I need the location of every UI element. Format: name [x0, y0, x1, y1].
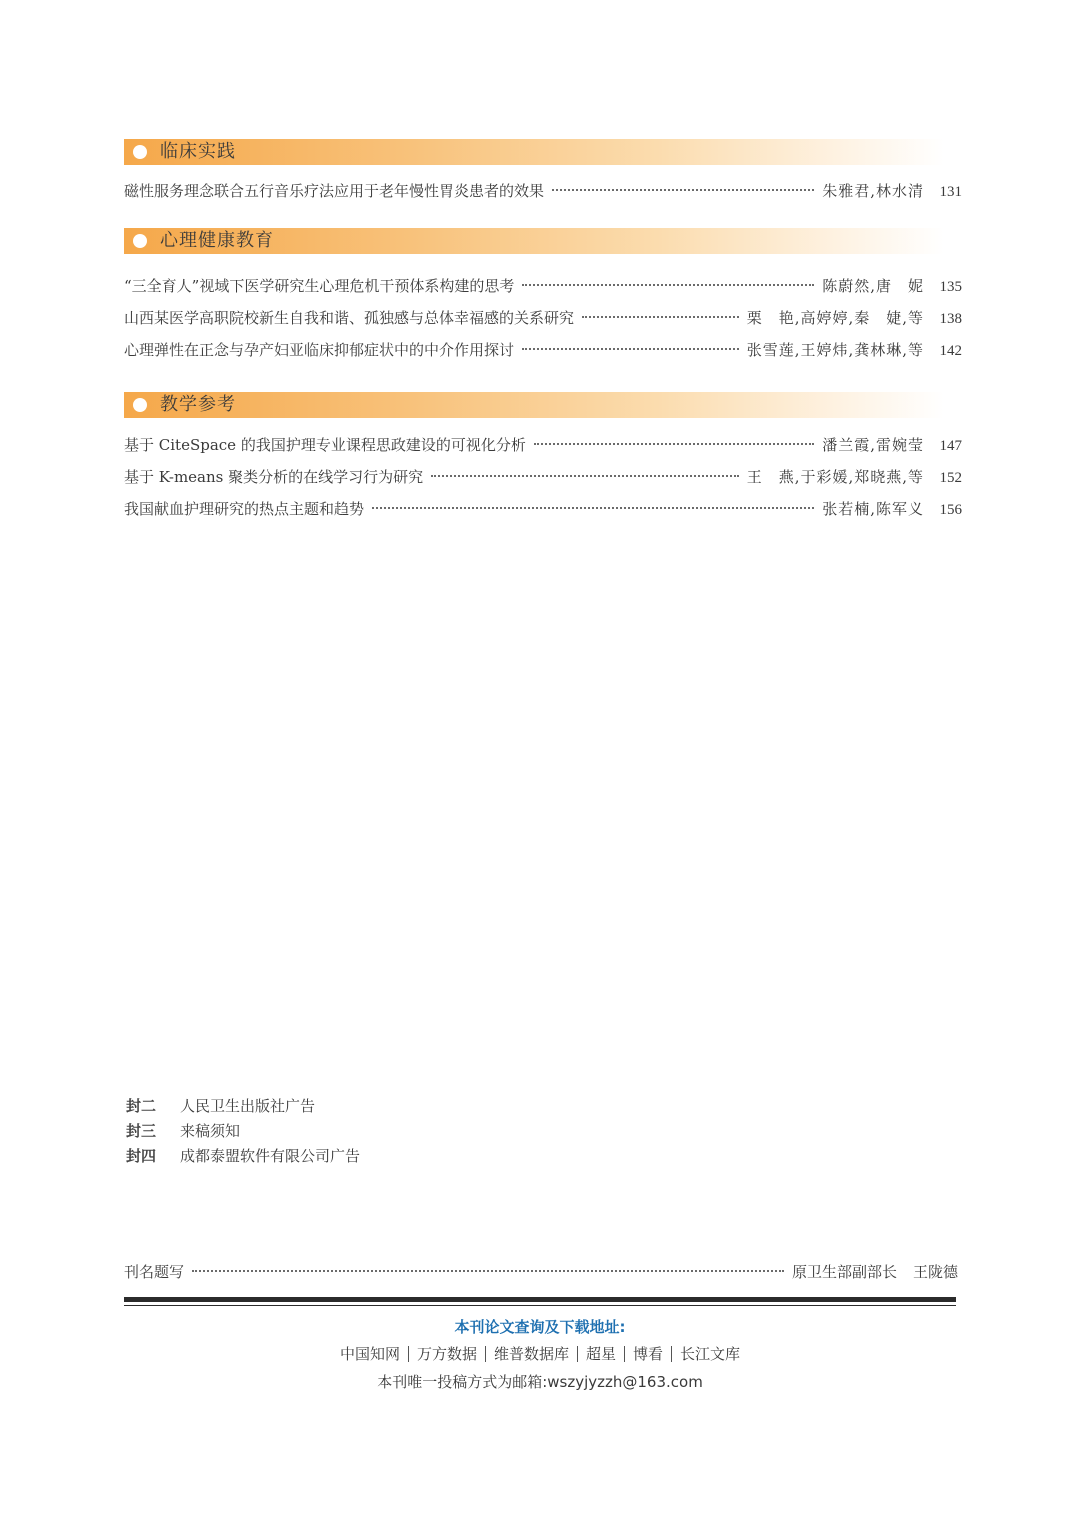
section-header-mental-health — [124, 228, 944, 254]
toc-entry[interactable] — [124, 433, 962, 457]
database-link[interactable]: 中国知网 — [339, 1345, 400, 1363]
dot-leader — [522, 347, 739, 350]
credit-label: 刊名题写 — [124, 1263, 185, 1281]
section-title: 心理健康教育 — [160, 230, 274, 251]
entry-page-number: 152 — [939, 470, 962, 486]
database-link[interactable]: 维普数据库 — [493, 1345, 569, 1363]
entry-authors: 张若楠,陈军义 — [822, 500, 924, 518]
entry-page-number: 131 — [939, 184, 962, 200]
entry-title: 心理弹性在正念与孕产妇亚临床抑郁症状中的中介作用探讨 — [124, 341, 515, 359]
bullet-dot-icon — [133, 398, 147, 412]
database-link[interactable]: 超星 — [586, 1345, 617, 1363]
dot-leader — [552, 188, 814, 191]
entry-page-number: 135 — [939, 279, 962, 295]
cover-label: 封二 — [126, 1097, 157, 1115]
entry-page-number: 147 — [939, 438, 962, 454]
submission-email[interactable]: 本刊唯一投稿方式为邮箱:wszyjyzzh@163.com — [377, 1373, 703, 1391]
entry-page-number: 142 — [939, 343, 962, 359]
dot-leader — [534, 442, 814, 445]
database-list — [0, 1343, 1080, 1365]
toc-entry[interactable] — [124, 306, 962, 330]
database-link[interactable]: 万方数据 — [416, 1345, 477, 1363]
entry-authors: 潘兰霞,雷婉莹 — [822, 436, 924, 454]
divider-thick — [124, 1297, 956, 1302]
dot-leader — [431, 474, 739, 477]
section-header-teaching-reference — [124, 392, 944, 418]
cover-text: 成都泰盟软件有限公司广告 — [180, 1147, 361, 1165]
title-calligraphy-credit — [124, 1260, 958, 1284]
toc-entry[interactable] — [124, 497, 962, 521]
entry-authors: 陈蔚然,唐 妮 — [822, 277, 924, 295]
section-header-clinical-practice — [124, 139, 944, 165]
toc-entry[interactable] — [124, 274, 962, 298]
toc-entry[interactable] — [124, 179, 962, 203]
entry-authors: 王 燕,于彩媛,郑晓燕,等 — [746, 468, 924, 486]
database-link[interactable]: 博看 — [633, 1345, 664, 1363]
bullet-dot-icon — [133, 234, 147, 248]
bullet-dot-icon — [133, 145, 147, 159]
cover-note — [126, 1095, 315, 1117]
toc-entry[interactable] — [124, 338, 962, 362]
cover-text: 人民卫生出版社广告 — [180, 1097, 316, 1115]
entry-title: 基于 K-means 聚类分析的在线学习行为研究 — [124, 468, 424, 486]
entry-authors: 张雪莲,王婷炜,龚林琳,等 — [746, 341, 924, 359]
cover-text: 来稿须知 — [180, 1122, 241, 1140]
entry-authors: 朱雅君,林水清 — [822, 182, 924, 200]
cover-label: 封四 — [126, 1147, 157, 1165]
toc-entry[interactable] — [124, 465, 962, 489]
download-heading: 本刊论文查询及下载地址: — [454, 1318, 626, 1336]
cover-label: 封三 — [126, 1122, 157, 1140]
entry-title: 基于 CiteSpace 的我国护理专业课程思政建设的可视化分析 — [124, 436, 526, 454]
entry-page-number: 138 — [939, 311, 962, 327]
dot-leader — [522, 283, 814, 286]
entry-authors: 栗 艳,高婷婷,秦 婕,等 — [746, 309, 924, 327]
divider-thin — [124, 1305, 956, 1306]
dot-leader — [582, 315, 739, 318]
entry-title: 我国献血护理研究的热点主题和趋势 — [124, 500, 365, 518]
entry-title: “三全育人”视域下医学研究生心理危机干预体系构建的思考 — [124, 277, 515, 295]
cover-note — [126, 1145, 360, 1167]
entry-title: 山西某医学高职院校新生自我和谐、孤独感与总体幸福感的关系研究 — [124, 309, 575, 327]
database-link[interactable]: 长江文库 — [680, 1345, 741, 1363]
dot-leader — [372, 506, 814, 509]
cover-note — [126, 1120, 240, 1142]
section-title: 临床实践 — [160, 141, 236, 162]
dot-leader — [192, 1270, 784, 1272]
credit-title: 原卫生部副部长 — [791, 1263, 897, 1281]
credit-name: 王陇德 — [912, 1263, 958, 1281]
entry-page-number: 156 — [939, 502, 962, 518]
section-title: 教学参考 — [160, 394, 236, 415]
entry-title: 磁性服务理念联合五行音乐疗法应用于老年慢性胃炎患者的效果 — [124, 182, 545, 200]
